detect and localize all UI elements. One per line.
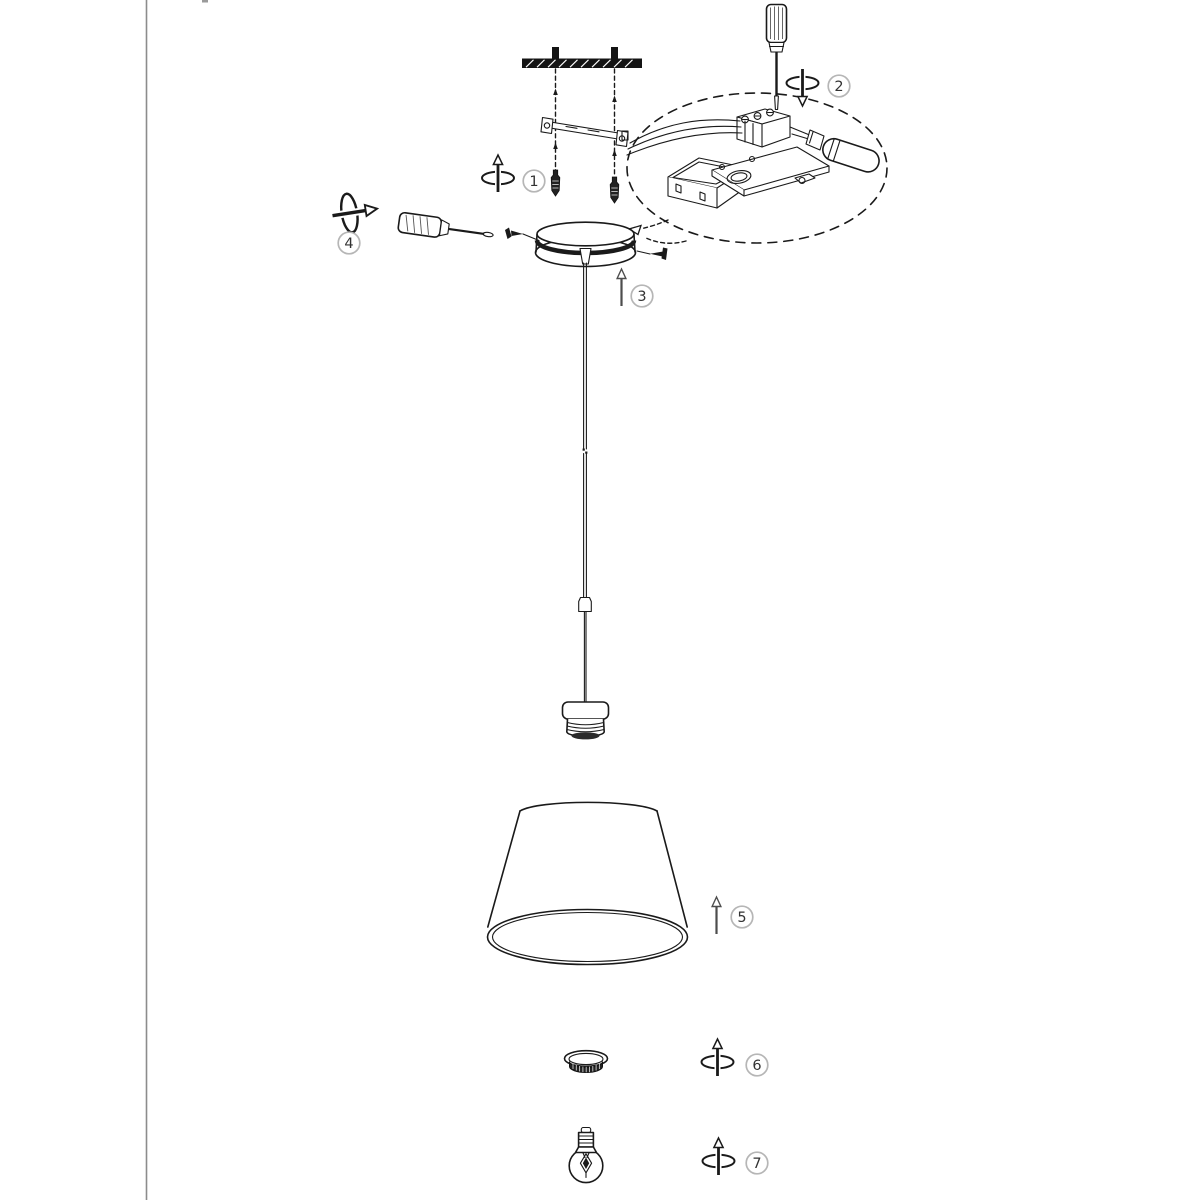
light-bulb bbox=[569, 1128, 603, 1183]
ceiling-mount-group bbox=[482, 47, 642, 203]
rod-joint bbox=[583, 449, 585, 451]
terminal-block bbox=[737, 109, 790, 147]
lift-arrow-3 bbox=[617, 269, 626, 306]
canopy-screw-right bbox=[637, 248, 668, 261]
lampshade-group bbox=[486, 802, 753, 964]
step-number-1: 1 bbox=[529, 174, 539, 190]
step-number-4: 4 bbox=[344, 236, 354, 252]
hanging-screw-right bbox=[612, 69, 617, 177]
wiring-detail-bubble bbox=[622, 5, 887, 244]
step-number-6: 6 bbox=[752, 1058, 762, 1074]
step-number-5: 5 bbox=[737, 910, 747, 926]
step-badge-7 bbox=[746, 1152, 768, 1174]
mains-wires bbox=[622, 120, 742, 155]
lamp-socket bbox=[563, 702, 609, 739]
step-badge-2 bbox=[828, 75, 850, 97]
canopy-group bbox=[329, 189, 667, 306]
screwdriver-horizontal bbox=[398, 212, 495, 245]
ceiling-peg-right bbox=[611, 47, 618, 59]
ceiling-peg-left bbox=[552, 47, 559, 59]
step-badge-1 bbox=[523, 170, 545, 192]
step-number-7: 7 bbox=[752, 1156, 762, 1172]
screw-rotation-icon-7 bbox=[703, 1138, 735, 1175]
lampshade bbox=[486, 802, 689, 964]
suspension-rod bbox=[563, 263, 609, 739]
canopy-screw-left bbox=[505, 228, 539, 241]
wall-plug-left bbox=[551, 170, 560, 196]
rod-adjuster bbox=[579, 598, 592, 612]
hanging-screw-left bbox=[553, 69, 558, 170]
light-bulb-group bbox=[569, 1128, 768, 1183]
ceiling-bar bbox=[522, 59, 642, 69]
mounting-plate bbox=[712, 147, 829, 196]
lift-arrow-5 bbox=[712, 897, 721, 934]
screw-rotation-icon-4 bbox=[329, 189, 380, 235]
step-badge-5 bbox=[731, 906, 753, 928]
shade-ring-group bbox=[565, 1039, 768, 1076]
screw-rotation-icon-1 bbox=[482, 155, 514, 192]
wall-plug-right bbox=[610, 177, 619, 203]
shade-ring bbox=[565, 1051, 608, 1073]
step-badge-3 bbox=[631, 285, 653, 307]
screw-rotation-icon-6 bbox=[702, 1039, 734, 1076]
step-number-3: 3 bbox=[637, 289, 647, 305]
callout-leader bbox=[629, 220, 686, 243]
step-badge-6 bbox=[746, 1054, 768, 1076]
step-number-2: 2 bbox=[834, 79, 844, 95]
step-badge-4 bbox=[338, 232, 360, 254]
canopy bbox=[536, 222, 636, 266]
page-edge bbox=[147, 0, 209, 1200]
